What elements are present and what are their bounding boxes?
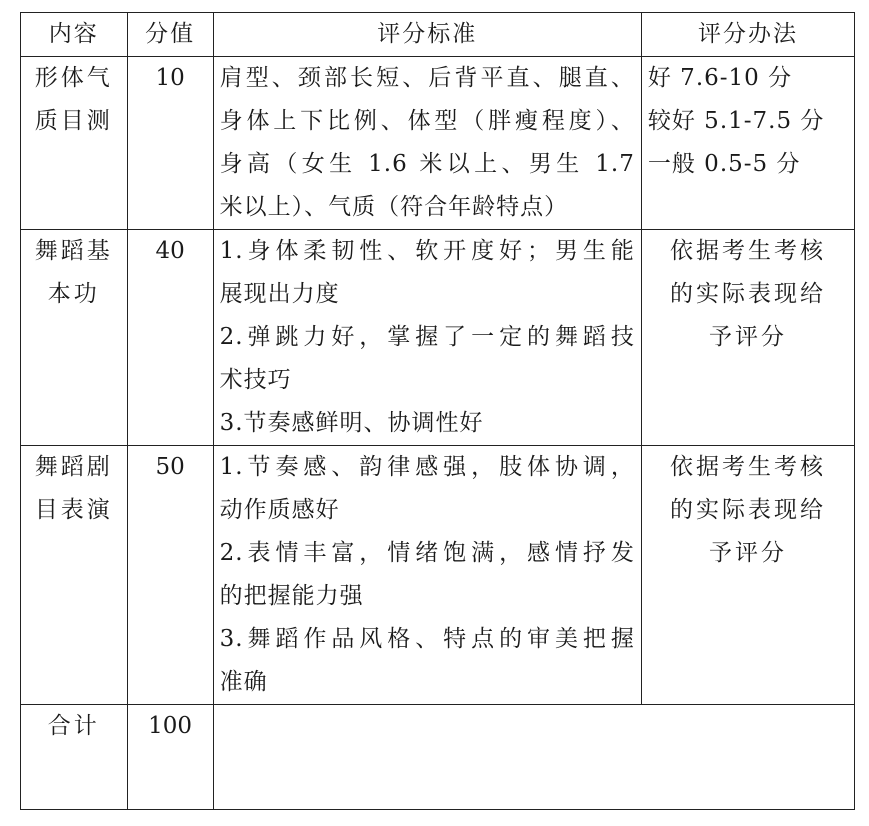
method-line: 一般 0.5-5 分: [647, 151, 801, 177]
standard-line: 3.节奏感鲜明、协调性好: [219, 410, 484, 436]
row-standard: [213, 230, 641, 446]
standard-line: 1.节奏感、韵律感强，肢体协调，: [219, 454, 635, 480]
row-method: [641, 230, 854, 446]
method-line: 较好 5.1-7.5 分: [647, 108, 825, 134]
method-line: 依据考生考核: [669, 238, 826, 264]
table-row: [21, 446, 855, 705]
method-line: 依据考生考核: [669, 454, 826, 480]
content-line: 质目测: [34, 108, 113, 134]
header-row: [21, 13, 855, 57]
header-score: 分值: [127, 13, 213, 57]
standard-line: 2.弹跳力好，掌握了一定的舞蹈技: [219, 324, 635, 350]
row-score: 40: [127, 230, 213, 446]
content-line: 形体气: [34, 65, 113, 91]
method-line: 予评分: [708, 324, 787, 350]
content-line: 舞蹈基: [34, 238, 113, 264]
total-row: [21, 705, 855, 810]
standard-line: 的把握能力强: [219, 583, 364, 609]
row-content: [21, 57, 128, 230]
scoring-table: [20, 12, 855, 810]
standard-line: 1.身体柔韧性、软开度好；男生能: [219, 238, 635, 264]
total-empty-cell: [213, 705, 854, 810]
row-score: 10: [127, 57, 213, 230]
method-line: 好 7.6-10 分: [647, 65, 793, 91]
total-label: 合计: [21, 705, 128, 810]
total-score: 100: [127, 705, 213, 810]
content-line: 本功: [47, 281, 100, 307]
header-method: 评分办法: [641, 13, 854, 57]
header-standard: 评分标准: [213, 13, 641, 57]
standard-line: 米以上）、气质（符合年龄特点）: [219, 194, 569, 220]
standard-line: 动作质感好: [219, 497, 340, 523]
standard-line: 展现出力度: [219, 281, 340, 307]
table-row: [21, 57, 855, 230]
method-line: 的实际表现给: [669, 497, 826, 523]
row-method: [641, 446, 854, 705]
row-standard: [213, 446, 641, 705]
standard-line: 肩型、颈部长短、后背平直、腿直、: [219, 65, 635, 91]
standard-line: 准确: [219, 669, 268, 695]
standard-line: 术技巧: [219, 367, 292, 393]
standard-line: 身高（女生 1.6 米以上、男生 1.7: [219, 151, 635, 177]
row-content: [21, 446, 128, 705]
method-line: 予评分: [708, 540, 787, 566]
standard-line: 身体上下比例、体型（胖瘦程度）、: [219, 108, 635, 134]
method-line: 的实际表现给: [669, 281, 826, 307]
standard-line: 3.舞蹈作品风格、特点的审美把握: [219, 626, 635, 652]
row-score: 50: [127, 446, 213, 705]
content-line: 舞蹈剧: [34, 454, 113, 480]
content-line: 目表演: [34, 497, 113, 523]
row-standard: [213, 57, 641, 230]
row-method: [641, 57, 854, 230]
header-content: 内容: [21, 13, 128, 57]
standard-line: 2.表情丰富，情绪饱满，感情抒发: [219, 540, 635, 566]
row-content: [21, 230, 128, 446]
table-row: [21, 230, 855, 446]
